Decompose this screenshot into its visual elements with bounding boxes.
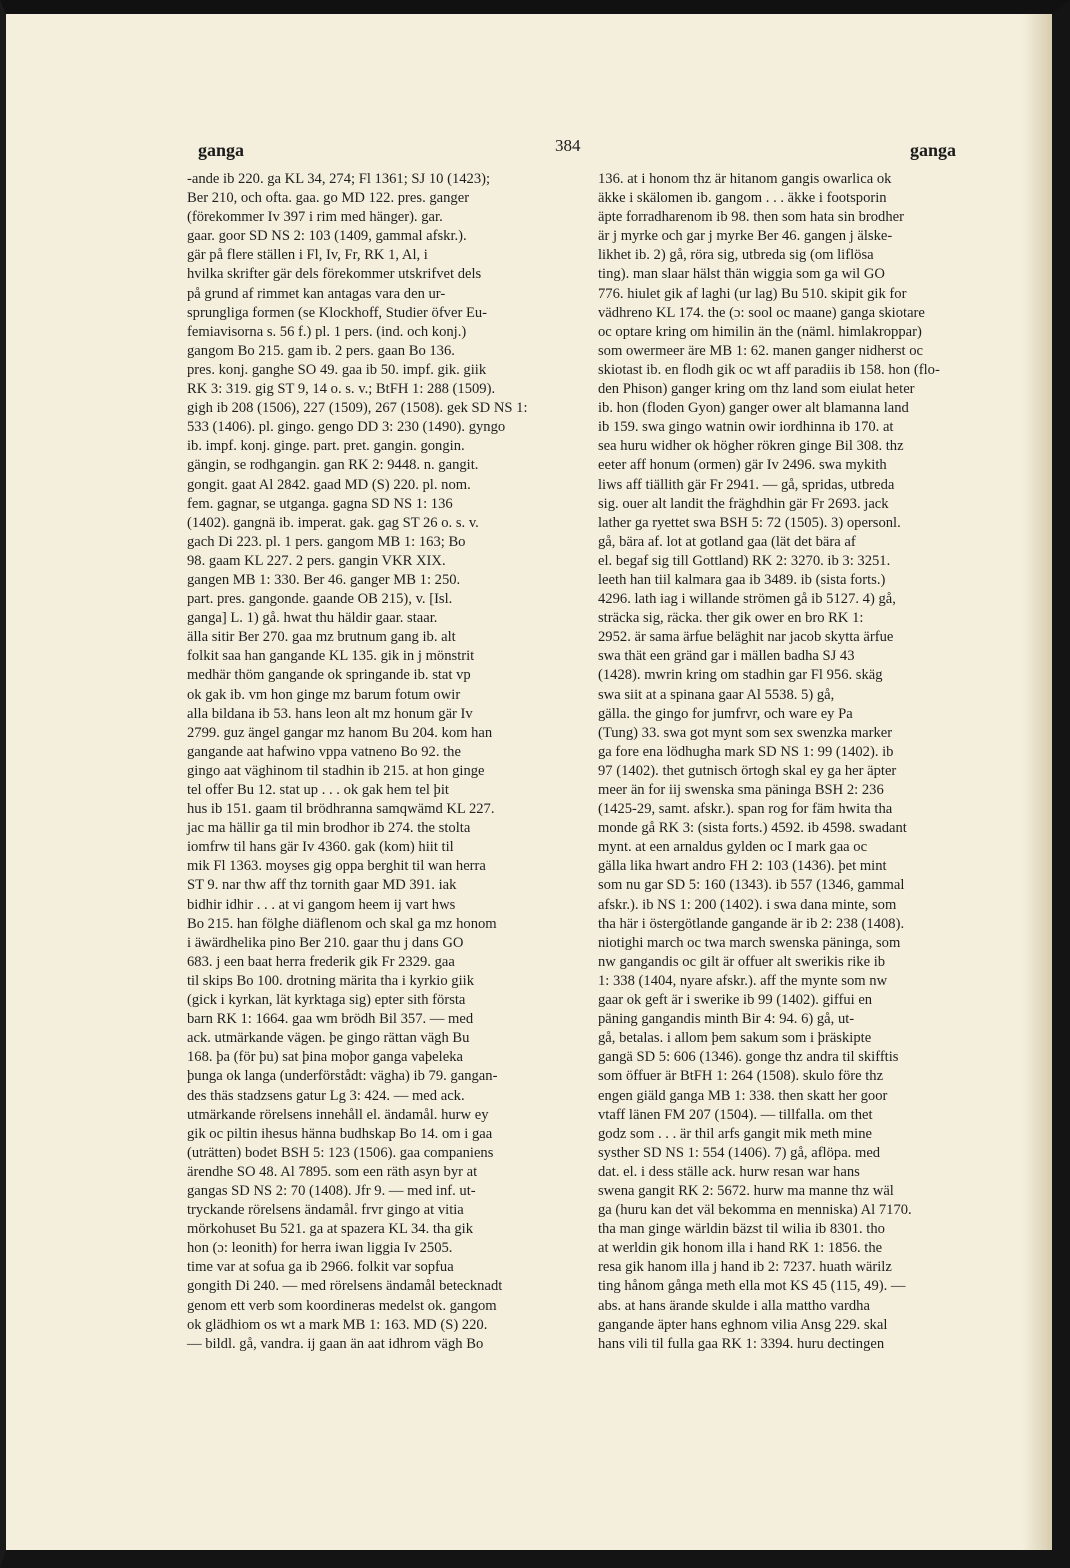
text-line: til skips Bo 100. drotning märita tha i kyrkio giik <box>187 972 474 989</box>
text-line: vädhreno KL 174. the (ɔ: sool oc maane) ganga skiotare <box>598 304 925 321</box>
text-line: tel offer Bu 12. stat up . . . ok gak hem tel þit <box>187 782 449 798</box>
text-line: sea huru widher ok högher rökren ginge Bil 308. thz <box>598 438 904 455</box>
text-line: ganga] L. 1) gå. hwat thu häldir gaar. staar. <box>187 610 438 627</box>
text-line: vtaff länen FM 207 (1504). — tillfalla. om thet <box>598 1106 873 1123</box>
text-line: tha man ginge wärldin bäzst til wilia ib 8301. tho <box>598 1221 885 1238</box>
text-line: afskr.). ib NS 1: 200 (1402). i swa dana minte, som <box>598 896 897 913</box>
text-line: hvilka skrifter gär dels förekommer utskrifvet dels <box>187 266 482 283</box>
text-line: iomfrw til hans gär Iv 4360. gak (kom) hiit til <box>187 839 454 856</box>
text-line: mynt. at een arnaldus gylden oc I mark gaa oc <box>598 839 868 856</box>
text-line: 1: 338 (1404, nyare afskr.). aff the mynte som nw <box>598 972 888 989</box>
left-column <box>187 170 583 1354</box>
text-line: swa siit at a spinana gaar Al 5538. 5) gå, <box>598 686 835 703</box>
text-line: hus ib 151. gaam til brödhranna samqwämd KL 227. <box>187 801 495 818</box>
text-line: gälla lika hwart andro FH 2: 103 (1436). þet mint <box>598 858 887 875</box>
text-line: 97 (1402). thet gutnisch örtogh skal ey ga her äpter <box>598 762 897 779</box>
text-line: fem. gagnar, se utganga. gagna SD NS 1: 136 <box>187 495 453 512</box>
text-line: ok glädhiom os wt a mark MB 1: 163. MD (S) 220. <box>187 1316 488 1333</box>
text-line: som owermeer äre MB 1: 62. manen ganger nidherst oc <box>598 342 924 359</box>
text-line: ib. impf. konj. ginge. part. pret. gangin. gongin. <box>187 438 465 455</box>
text-line: gangen MB 1: 330. Ber 46. ganger MB 1: 250. <box>187 571 461 588</box>
text-line: i äwärdhelika pino Ber 210. gaar thu j dans GO <box>187 934 464 951</box>
text-line: ärendhe SO 48. Al 7895. som een räth asyn byr at <box>187 1163 478 1180</box>
text-line: gär på flere ställen i Fl, Iv, Fr, RK 1, Al, i <box>187 247 428 264</box>
text-line: barn RK 1: 1664. gaa wm brödh Bil 357. — med <box>187 1011 474 1028</box>
text-line: mörkohuset Bu 521. ga at spazera KL 34. tha gik <box>187 1221 473 1238</box>
text-line: resa gik hanom illa j hand ib 2: 7237. huath wärilz <box>598 1259 892 1276</box>
text-line: 168. þa (för þu) sat þina moþor ganga vaþeleka <box>187 1049 463 1066</box>
text-line: jac ma hällir ga til min brodhor ib 274. the stolta <box>187 820 471 837</box>
text-line: meer än for iij swenska sma päninga BSH 2: 236 <box>598 782 884 798</box>
text-line: 4296. lath iag i willande strömen gå ib 5127. 4) gå, <box>598 591 896 608</box>
text-line: (gick i kyrkan, lät kyrktaga sig) epter sith första <box>187 992 466 1009</box>
text-line: engen giäld ganga MB 1: 338. then skatt her goor <box>598 1087 888 1104</box>
text-line: ok gak ib. vm hon ginge mz barum fotum owir <box>187 686 461 703</box>
text-line: gaar. goor SD NS 2: 103 (1409, gammal afskr.). <box>187 228 467 245</box>
text-line: (uträtten) bodet BSH 5: 123 (1506). gaa companiens <box>187 1144 494 1161</box>
text-line: RK 3: 319. gig ST 9, 14 o. s. v.; BtFH 1: 288 (1509). <box>187 381 496 398</box>
text-line: bidhir idhir . . . at vi gangom heem ij vart hws <box>187 896 456 913</box>
text-line: el. begaf sig till Gottland) RK 2: 3270. ib 3: 3251. <box>598 552 891 569</box>
text-line: gälla. the gingo for jumfrvr, och ware ey Pa <box>598 705 853 722</box>
text-line: (Tung) 33. swa got mynt som sex swenzka marker <box>598 724 893 741</box>
text-line: (förekommer Iv 397 i rim med hänger). gar. <box>187 209 443 226</box>
text-line: hon (ɔ: leonith) for herra iwan liggia Iv 2505. <box>187 1240 453 1257</box>
text-line: sprungliga formen (se Klockhoff, Studier öfver Eu- <box>187 304 488 321</box>
text-line: gach Di 223. pl. 1 pers. gangom MB 1: 163; Bo <box>187 533 466 550</box>
text-line: på grund af rimmet kan antagas vara den ur- <box>187 285 446 302</box>
text-line: eeter aff honum (ormen) gär Iv 2496. swa mykith <box>598 457 887 474</box>
text-line: Bo 215. han fölghe diäflenom och skal ga mz honom <box>187 915 497 932</box>
text-line: 533 (1406). pl. gingo. gengo DD 3: 230 (1490). gyngo <box>187 419 506 436</box>
text-line: likhet ib. 2) gå, röra sig, utbreda sig (om liflösa <box>598 247 874 264</box>
text-line: systher SD NS 1: 554 (1406). 7) gå, aflöpa. med <box>598 1144 881 1161</box>
page-number: 384 <box>555 136 581 155</box>
running-head-right: ganga <box>910 140 957 160</box>
text-line: är j myrke och gar j myrke Ber 46. gangen j älske- <box>598 228 893 245</box>
text-line: alla bildana ib 53. hans leon alt mz honum gär Iv <box>187 705 473 722</box>
text-line: gaar ok geft är i swerike ib 99 (1402). giffui en <box>598 992 873 1009</box>
text-line: tryckande rörelsens ändamål. frvr gingo at vitia <box>187 1202 464 1219</box>
text-line: ga (huru kan det väl bekomma en menniska) Al 7170. <box>598 1202 912 1219</box>
text-line: gå, betalas. i allom þem sakum som i þräskipte <box>598 1030 872 1047</box>
text-line: gik oc piltin ihesus hänna budhskap Bo 14. om i gaa <box>187 1125 493 1142</box>
text-line: genom ett verb som koordineras medelst ok. gangom <box>187 1297 497 1314</box>
text-line: at werldin gik honom illa i hand RK 1: 1856. the <box>598 1240 883 1257</box>
text-line: des thäs stadzsens gatur Lg 3: 424. — med ack. <box>187 1087 465 1104</box>
text-line: äpte forradharenom ib 98. then som hata sin brodher <box>598 209 904 226</box>
text-line: utmärkande rörelsens innehåll el. ändamål. hurw ey <box>187 1106 489 1123</box>
text-line: ST 9. nar thw aff thz tornith gaar MD 391. iak <box>187 877 457 894</box>
text-line: swa thät een gränd gar i mällen badha SJ 43 <box>598 648 855 665</box>
text-line: time var at sofua ga ib 2966. folkit var sopfua <box>187 1259 454 1276</box>
text-line: gängin, se rodhgangin. gan RK 2: 9448. n. gangit. <box>187 457 479 474</box>
text-line: pres. konj. ganghe SO 49. gaa ib 50. impf. gik. giik <box>187 361 487 378</box>
text-line: mik Fl 1363. moyses gig oppa berghit til wan herra <box>187 858 486 875</box>
text-line: ga fore ena lödhugha mark SD NS 1: 99 (1402). ib <box>598 743 894 760</box>
text-line: liws aff tiällith gär Fr 2941. — gå, spridas, utbreda <box>598 476 895 493</box>
text-line: Ber 210, och ofta. gaa. go MD 122. pres. ganger <box>187 190 470 207</box>
text-line: som öffuer är BtFH 1: 264 (1508). skulo före thz <box>598 1068 884 1085</box>
text-line: dat. el. i dess ställe ack. hurw resan war hans <box>598 1163 860 1180</box>
text-line: älla sitir Ber 270. gaa mz brutnum gang ib. alt <box>187 629 456 646</box>
text-line: lather ga ryettet swa BSH 5: 72 (1505). 3) opersonl. <box>598 514 901 531</box>
text-line: sträcka sig, räcka. ther gik ower en bro RK 1: <box>598 610 864 627</box>
text-line: niotighi march oc twa march swenska päninga, som <box>598 934 901 951</box>
text-line: skiotast ib. en flodh gik oc wt aff paradiis ib 158. hon (flo- <box>598 361 940 378</box>
right-column <box>598 170 994 1354</box>
text-line: ting). man slaar hälst thän wiggia som ga wil GO <box>598 266 885 283</box>
text-line: sig. ouer alt landit the fräghdhin gär Fr 2693. jack <box>598 495 889 512</box>
text-line: abs. at hans ärande skulde i alla mattho vardha <box>598 1297 870 1314</box>
text-line: ib 159. swa gingo watnin owir iordhinna ib 170. at <box>598 419 894 436</box>
text-line: 98. gaam KL 227. 2 pers. gangin VKR XIX. <box>187 552 446 569</box>
text-line: 776. hiulet gik af laghi (ur lag) Bu 510. skipit gik for <box>598 285 907 302</box>
page-edge-shadow <box>1022 14 1052 1550</box>
text-line: -ande ib 220. ga KL 34, 274; Fl 1361; SJ 10 (1423); <box>187 171 491 187</box>
text-line: (1425-29, samt. afskr.). span rog for fäm hwita tha <box>598 801 893 818</box>
text-line: monde gå RK 3: (sista forts.) 4592. ib 4598. swadant <box>598 820 907 837</box>
text-line: gongith Di 240. — med rörelsens ändamål betecknadt <box>187 1278 503 1295</box>
text-line: gangande äpter hans eghnom vilia Ansg 229. skal <box>598 1316 888 1333</box>
text-line: gingo aat väghinom til stadhin ib 215. at hon ginge <box>187 762 485 779</box>
text-line: (1402). gangnä ib. imperat. gak. gag ST 26 o. s. v. <box>187 514 479 531</box>
text-line: nw gangandis oc gilt är offuer alt swerikis rike ib <box>598 953 886 970</box>
text-line: ting hånom gånga meth ella mot KS 45 (115, 49). — <box>598 1278 906 1295</box>
text-line: folkit saa han gangande KL 135. gik in j mönstrit <box>187 648 475 665</box>
text-line: 136. at i honom thz är hitanom gangis owarlica ok <box>598 171 892 187</box>
text-line: gangä SD 5: 606 (1346). gonge thz andra til skifftis <box>598 1049 899 1066</box>
text-line: — bildl. gå, vandra. ij gaan än aat idhrom vägh Bo <box>187 1335 484 1352</box>
text-line: ib. hon (floden Gyon) ganger ower alt blamanna land <box>598 400 909 417</box>
text-line: som nu gar SD 5: 160 (1343). ib 557 (1346, gammal <box>598 877 905 894</box>
text-line: 2799. guz ängel gangar mz hanom Bu 204. kom han <box>187 724 493 741</box>
text-line: part. pres. gangonde. gaande OB 215), v. [Isl. <box>187 591 453 608</box>
text-line: swena gangit RK 2: 5672. hurw ma manne thz wäl <box>598 1182 894 1199</box>
text-line: femiavisorna s. 56 f.) pl. 1 pers. (ind. och konj.) <box>187 323 467 340</box>
text-line: ack. utmärkande vägen. þe gingo rättan vägh Bu <box>187 1030 470 1047</box>
text-line: 2952. är sama ärfue beläghit nar jacob skytta ärfue <box>598 629 894 646</box>
text-line: gongit. gaat Al 2842. gaad MD (S) 220. pl. nom. <box>187 476 471 493</box>
text-line: äkke i skälomen ib. gangom . . . äkke i footsporin <box>598 190 887 207</box>
running-head-left: ganga <box>198 140 245 160</box>
text-line: þunga ok langa (underförstådt: vägha) ib 79. gangan- <box>187 1068 498 1085</box>
text-line: gigh ib 208 (1506), 227 (1509), 267 (1508). gek SD NS 1: <box>187 400 528 417</box>
text-line: leeth han tiil kalmara gaa ib 3489. ib (sista forts.) <box>598 571 886 588</box>
text-line: gangande aat hafwino vppa vatneno Bo 92. the <box>187 743 461 760</box>
text-line: oc optare kring om himilin än the (näml. himlakroppar) <box>598 323 922 340</box>
text-line: 683. j een baat herra frederik gik Fr 2329. gaa <box>187 953 455 970</box>
text-line: gå, bära af. lot at gotland gaa (lät det bära af <box>598 533 856 550</box>
text-line: hans vili til fulla gaa RK 1: 3394. huru dectingen <box>598 1335 885 1352</box>
text-line: (1428). mwrin kring om stadhin gar Fl 956. skäg <box>598 667 883 684</box>
text-line: gangom Bo 215. gam ib. 2 pers. gaan Bo 136. <box>187 342 455 359</box>
text-line: tha här i östergötlande gangande är ib 2: 238 (1408). <box>598 915 905 932</box>
text-line: medhär thöm gangande ok springande ib. stat vp <box>187 667 471 684</box>
text-line: godz som . . . är thil arfs gangit mik meth mine <box>598 1125 872 1142</box>
text-line: gangas SD NS 2: 70 (1408). Jfr 9. — med inf. ut- <box>187 1182 476 1199</box>
text-line: päning gangandis minth Bir 4: 94. 6) gå, ut- <box>598 1011 855 1028</box>
text-line: den Phison) ganger kring om thz land som eiulat heter <box>598 381 915 398</box>
